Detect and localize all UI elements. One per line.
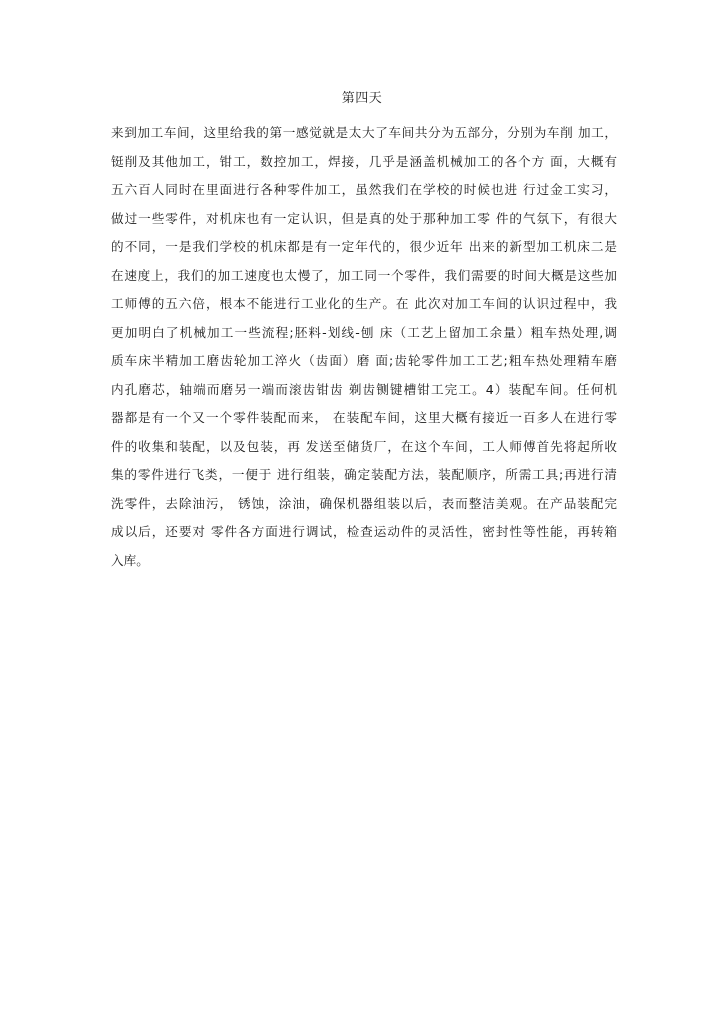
page-title: 第四天 [341, 91, 383, 106]
text-line: 件的收集和装配，以及包装，再 发送至储货厂，在这个车间，工人师傅首先将起所收 [111, 438, 617, 454]
text-line: 成以后，还要对 零件各方面进行调试，检查运动件的灵活性，密封性等性能，再转箱 [111, 524, 617, 539]
text-line: 质车床半精加工磨齿轮加工淬火（齿面）磨 面;齿轮零件加工工艺;粗车热处理精车磨 [111, 353, 617, 368]
text-line: 的不同，一是我们学校的机床都是有一定年代的，很少近年 出来的新型加工机床二是 [111, 239, 617, 254]
text-line: 在速度上，我们的加工速度也太慢了，加工同一个零件，我们需要的时间大概是这些加 [111, 267, 617, 283]
text-line: 器都是有一个又一个零件装配而来， 在装配车间，这里大概有接近一百多人在进行零 [111, 410, 617, 425]
text-line: 做过一些零件，对机床也有一定认识，但是真的处于那种加工零 件的气氛下，有很大 [111, 210, 617, 226]
text-line: 洗零件，去除油污， 锈蚀，涂油，确保机器组装以后，表而整洁美观。在产品装配完 [111, 495, 617, 511]
text-line: 集的零件进行飞类，一便于 进行组装，确定装配方法，装配顺序，所需工具;再进行清 [111, 467, 617, 482]
text-line: 来到加工车间，这里给我的第一感觉就是太大了车间共分为五部分，分别为车削 加工， [111, 125, 617, 140]
text-line: 内孔磨芯，轴端而磨另一端而滚齿钳齿 剃齿铡键槽钳工完工。4）装配车间。任何机 [111, 381, 617, 397]
text-line: 工师傅的五六倍，根本不能进行工业化的生产。在 此次对加工车间的认识过程中，我 [111, 296, 617, 311]
text-line: 五六百人同时在里面进行各种零件加工，虽然我们在学校的时候也进 行过金工实习， [111, 182, 617, 197]
text-line: 入库。 [111, 552, 149, 568]
text-line: 更加明白了机械加工一些流程;胚料-划线-刨 床（工艺上留加工余量）粗车热处理,调 [111, 324, 617, 340]
body-paragraph [111, 119, 617, 575]
text-line: 铤削及其他加工，钳工，数控加工，焊接，几乎是涵盖机械加工的各个方 面，大概有 [111, 153, 617, 169]
